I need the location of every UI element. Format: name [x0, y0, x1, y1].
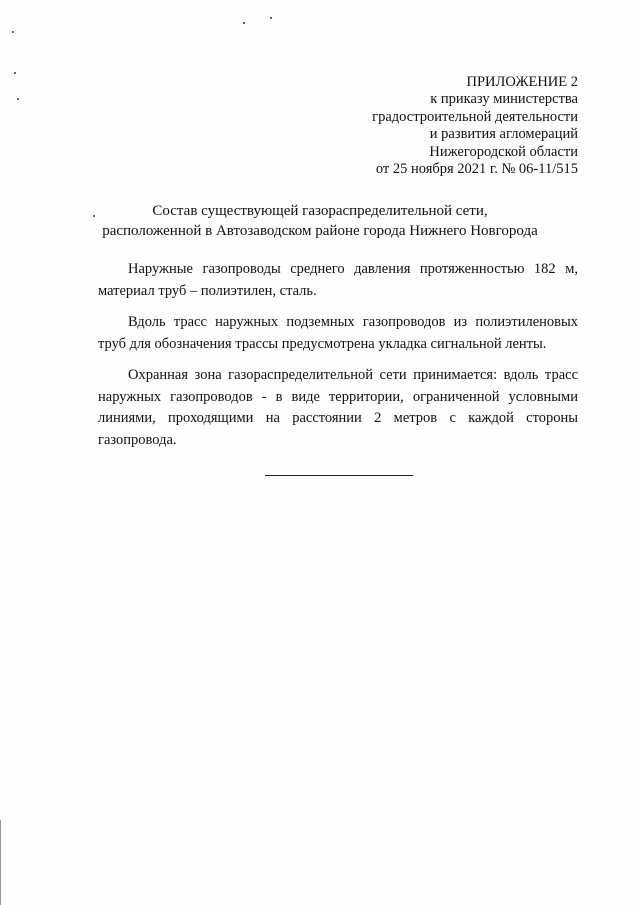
appendix-line: Нижегородской области	[429, 143, 578, 160]
scan-speck	[93, 215, 95, 217]
appendix-line: к приказу министерства	[430, 91, 578, 108]
appendix-order-date: от 25 ноября 2021 г. № 06-11/515	[375, 161, 578, 178]
title-line: Состав существующей газораспределительной сети,	[152, 203, 488, 219]
scan-speck	[12, 31, 14, 33]
scan-speck	[17, 98, 19, 100]
scan-speck	[14, 72, 16, 74]
body-paragraph: Вдоль трасс наружных подземных газопроводов из полиэтиленовых труб для обозначения трассы предусмотрена укладка сигнальной ленты.	[98, 314, 578, 352]
body-paragraph: Наружные газопроводы среднего давления протяженностью 182 м, материал труб – полиэтилен, сталь.	[98, 261, 578, 299]
end-divider	[265, 475, 413, 476]
body-paragraph: Охранная зона газораспределительной сети принимается: вдоль трасс наружных газопроводов - в виде территории, ограниченной условными линиями, проходящими на расстоянии 2 метров с каждой стороны газопровода.	[98, 367, 578, 448]
document-title	[100, 201, 540, 241]
scan-speck	[243, 22, 245, 24]
appendix-header	[318, 74, 578, 178]
appendix-title: ПРИЛОЖЕНИЕ 2	[466, 74, 578, 90]
title-line: расположенной в Автозаводском районе города Нижнего Новгорода	[102, 223, 538, 239]
appendix-line: градостроительной деятельности	[372, 108, 578, 125]
appendix-line: и развития агломераций	[429, 126, 578, 143]
scan-speck	[270, 17, 272, 19]
document-body	[98, 259, 578, 461]
scan-edge-line	[0, 820, 1, 905]
